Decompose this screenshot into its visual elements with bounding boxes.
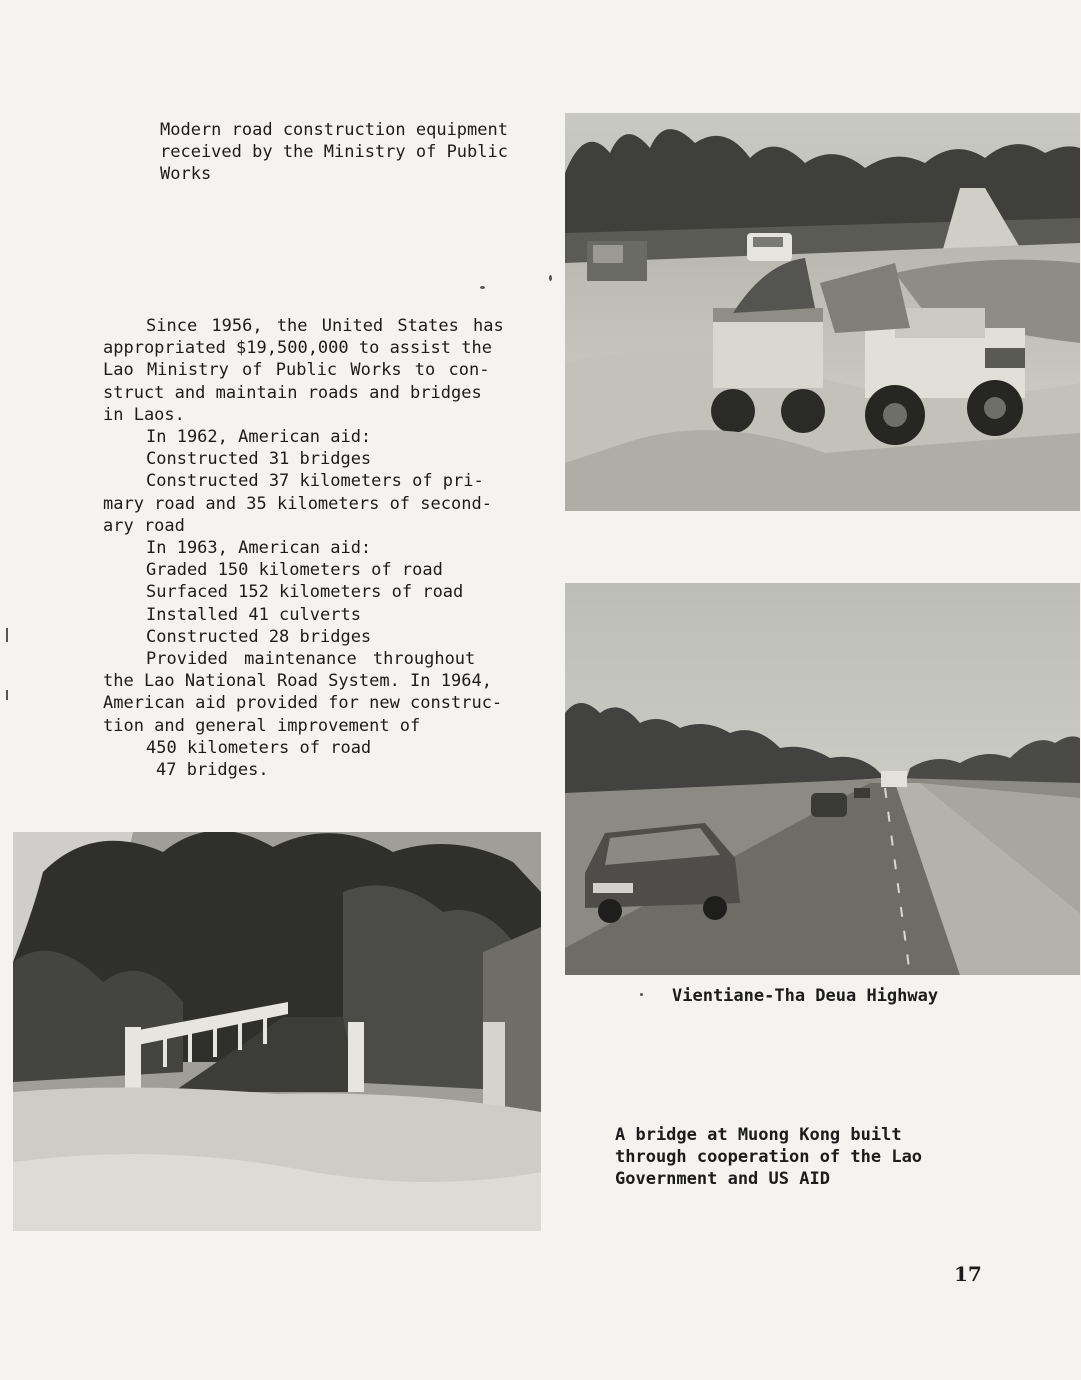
construction-scene-illustration bbox=[565, 113, 1080, 511]
caption-line: Works bbox=[160, 164, 212, 184]
highway-scene-illustration bbox=[565, 583, 1080, 975]
body-line: Since 1956, the United States has bbox=[146, 316, 504, 336]
body-line: Provided maintenance throughout bbox=[146, 649, 476, 670]
body-line: In 1963, American aid: bbox=[146, 538, 372, 559]
page-number: 17 bbox=[954, 1262, 982, 1286]
highway-photo-caption: Vientiane-Tha Deua Highway bbox=[672, 986, 939, 1006]
scan-speck bbox=[640, 993, 643, 996]
body-line: Constructed 31 bridges bbox=[146, 449, 372, 470]
body-line: Constructed 28 bridges bbox=[146, 626, 372, 647]
caption-line: Government and US AID bbox=[615, 1169, 830, 1189]
highway-photo bbox=[565, 583, 1080, 975]
body-line: 450 kilometers of road bbox=[146, 737, 372, 758]
caption-line: received by the Ministry of Public bbox=[160, 142, 508, 162]
body-text bbox=[103, 315, 543, 781]
caption-line: through cooperation of the Lao bbox=[615, 1147, 923, 1167]
body-line: Graded 150 kilometers of road bbox=[146, 560, 443, 581]
scan-speck bbox=[480, 286, 485, 289]
scan-speck bbox=[6, 628, 8, 642]
body-line: Lao Ministry of Public Works to con- bbox=[103, 360, 490, 381]
body-line: 47 bridges. bbox=[156, 760, 269, 781]
caption-line: A bridge at Muong Kong built bbox=[615, 1125, 902, 1145]
bridge-photo bbox=[13, 832, 541, 1231]
bridge-scene-illustration bbox=[13, 832, 541, 1231]
body-line: In 1962, American aid: bbox=[146, 427, 372, 448]
body-line: tion and general improvement of bbox=[103, 715, 421, 736]
construction-equipment-photo bbox=[565, 113, 1080, 511]
scan-speck bbox=[6, 690, 8, 700]
equipment-photo-caption bbox=[160, 119, 555, 185]
body-line: Constructed 37 kilometers of pri- bbox=[146, 471, 484, 492]
body-line: ary road bbox=[103, 515, 185, 536]
body-line: the Lao National Road System. In 1964, bbox=[103, 671, 492, 692]
body-line: appropriated $19,500,000 to assist the bbox=[103, 338, 492, 359]
body-line: in Laos. bbox=[103, 404, 185, 425]
body-line: mary road and 35 kilometers of second- bbox=[103, 493, 492, 514]
body-line: struct and maintain roads and bridges bbox=[103, 382, 482, 403]
caption-line: Modern road construction equipment bbox=[160, 120, 508, 140]
bridge-photo-caption bbox=[615, 1124, 975, 1190]
body-line: Surfaced 152 kilometers of road bbox=[146, 582, 464, 603]
body-line: Installed 41 culverts bbox=[146, 604, 361, 625]
scan-speck bbox=[549, 275, 552, 281]
body-line: American aid provided for new construc- bbox=[103, 693, 503, 714]
